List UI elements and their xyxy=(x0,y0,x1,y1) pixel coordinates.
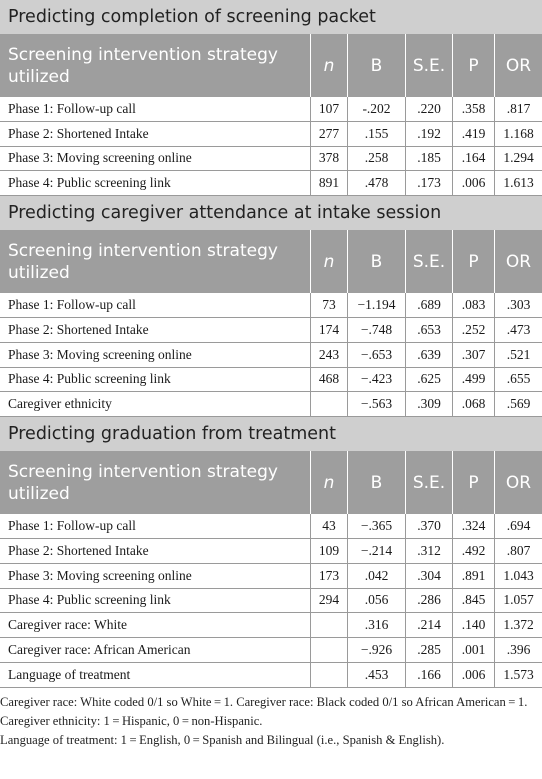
header-n: n xyxy=(310,34,347,97)
cell-b: .478 xyxy=(347,171,405,195)
cell-p: .358 xyxy=(452,97,494,121)
cell-se: .309 xyxy=(405,392,452,416)
table-row xyxy=(0,539,542,564)
cell-se: .166 xyxy=(405,663,452,687)
cell-se: .689 xyxy=(405,293,452,317)
cell-or: 1.168 xyxy=(494,122,542,146)
header-n: n xyxy=(310,451,347,514)
section-title: Predicting caregiver attendance at intake session xyxy=(0,196,542,230)
cell-p: .324 xyxy=(452,514,494,538)
cell-or: .521 xyxy=(494,343,542,367)
header-se: S.E. xyxy=(405,230,452,293)
cell-se: .625 xyxy=(405,368,452,392)
cell-strategy: Phase 3: Moving screening online xyxy=(8,150,192,166)
cell-b: .453 xyxy=(347,663,405,687)
cell-strategy: Phase 2: Shortened Intake xyxy=(8,321,149,337)
cell-n: 109 xyxy=(310,539,347,563)
cell-se: .192 xyxy=(405,122,452,146)
cell-p: .140 xyxy=(452,613,494,637)
cell-strategy: Caregiver ethnicity xyxy=(8,396,112,412)
cell-b: .316 xyxy=(347,613,405,637)
cell-or: 1.372 xyxy=(494,613,542,637)
cell-n xyxy=(310,638,347,662)
header-se: S.E. xyxy=(405,34,452,97)
table-row xyxy=(0,147,542,172)
section-title: Predicting completion of screening packet xyxy=(0,0,542,34)
cell-or: .473 xyxy=(494,318,542,342)
table-row xyxy=(0,343,542,368)
table-header xyxy=(0,451,542,514)
cell-p: .001 xyxy=(452,638,494,662)
cell-b: .155 xyxy=(347,122,405,146)
section-completion xyxy=(0,0,542,196)
cell-b: −.926 xyxy=(347,638,405,662)
cell-or: .655 xyxy=(494,368,542,392)
cell-se: .304 xyxy=(405,564,452,588)
cell-b: .042 xyxy=(347,564,405,588)
cell-se: .653 xyxy=(405,318,452,342)
cell-b: −.214 xyxy=(347,539,405,563)
cell-strategy: Phase 2: Shortened Intake xyxy=(8,542,149,558)
cell-se: .214 xyxy=(405,613,452,637)
footnote: Caregiver ethnicity: 1 = Hispanic, 0 = non-Hispanic. xyxy=(0,713,263,728)
cell-n: 277 xyxy=(310,122,347,146)
cell-n xyxy=(310,663,347,687)
cell-strategy: Caregiver race: African American xyxy=(8,642,191,658)
cell-b: .056 xyxy=(347,589,405,613)
header-b: B xyxy=(347,230,405,293)
table-row xyxy=(0,171,542,196)
cell-p: .006 xyxy=(452,171,494,195)
cell-or: 1.057 xyxy=(494,589,542,613)
cell-strategy: Phase 1: Follow-up call xyxy=(8,297,136,313)
table-row xyxy=(0,663,542,688)
table-row xyxy=(0,613,542,638)
table-row xyxy=(0,122,542,147)
section-title: Predicting graduation from treatment xyxy=(0,417,542,451)
header-n: n xyxy=(310,230,347,293)
table-header xyxy=(0,230,542,293)
header-p: P xyxy=(452,451,494,514)
cell-p: .891 xyxy=(452,564,494,588)
table-row xyxy=(0,392,542,417)
cell-se: .286 xyxy=(405,589,452,613)
cell-n: 173 xyxy=(310,564,347,588)
cell-strategy: Language of treatment xyxy=(8,666,131,682)
header-or: OR xyxy=(494,34,542,97)
cell-or: .694 xyxy=(494,514,542,538)
header-or: OR xyxy=(494,451,542,514)
cell-strategy: Phase 1: Follow-up call xyxy=(8,518,136,534)
cell-or: 1.613 xyxy=(494,171,542,195)
cell-or: .807 xyxy=(494,539,542,563)
table-row xyxy=(0,638,542,663)
table-row xyxy=(0,589,542,614)
cell-p: .083 xyxy=(452,293,494,317)
cell-p: .492 xyxy=(452,539,494,563)
cell-n: 174 xyxy=(310,318,347,342)
cell-n: 378 xyxy=(310,147,347,171)
cell-strategy: Caregiver race: White xyxy=(8,617,127,633)
cell-se: .639 xyxy=(405,343,452,367)
cell-se: .370 xyxy=(405,514,452,538)
cell-strategy: Phase 3: Moving screening online xyxy=(8,346,192,362)
cell-p: .252 xyxy=(452,318,494,342)
cell-p: .006 xyxy=(452,663,494,687)
cell-or: 1.573 xyxy=(494,663,542,687)
cell-strategy: Phase 4: Public screening link xyxy=(8,175,171,191)
header-strategy: Screening intervention strategy utilized xyxy=(8,461,278,504)
cell-n: 891 xyxy=(310,171,347,195)
cell-p: .307 xyxy=(452,343,494,367)
header-p: P xyxy=(452,230,494,293)
cell-n: 107 xyxy=(310,97,347,121)
header-b: B xyxy=(347,451,405,514)
cell-b: −.423 xyxy=(347,368,405,392)
cell-se: .312 xyxy=(405,539,452,563)
table-row xyxy=(0,564,542,589)
cell-b: .258 xyxy=(347,147,405,171)
cell-strategy: Phase 1: Follow-up call xyxy=(8,100,136,116)
cell-n xyxy=(310,392,347,416)
section-attendance xyxy=(0,196,542,417)
table-header xyxy=(0,34,542,97)
header-or: OR xyxy=(494,230,542,293)
cell-strategy: Phase 2: Shortened Intake xyxy=(8,125,149,141)
table-footnotes xyxy=(0,688,542,750)
footnote: Language of treatment: 1 = English, 0 = Spanish and Bilingual (i.e., Spanish & English). xyxy=(0,732,445,747)
cell-or: 1.294 xyxy=(494,147,542,171)
cell-strategy: Phase 4: Public screening link xyxy=(8,371,171,387)
cell-p: .845 xyxy=(452,589,494,613)
cell-n: 73 xyxy=(310,293,347,317)
table-row xyxy=(0,97,542,122)
header-b: B xyxy=(347,34,405,97)
cell-strategy: Phase 4: Public screening link xyxy=(8,592,171,608)
cell-p: .068 xyxy=(452,392,494,416)
section-graduation xyxy=(0,417,542,688)
cell-b: −1.194 xyxy=(347,293,405,317)
cell-b: −.653 xyxy=(347,343,405,367)
cell-p: .164 xyxy=(452,147,494,171)
table-row xyxy=(0,514,542,539)
cell-n: 43 xyxy=(310,514,347,538)
cell-n: 243 xyxy=(310,343,347,367)
cell-or: .569 xyxy=(494,392,542,416)
header-strategy: Screening intervention strategy utilized xyxy=(8,240,278,283)
cell-strategy: Phase 3: Moving screening online xyxy=(8,567,192,583)
header-se: S.E. xyxy=(405,451,452,514)
cell-or: .303 xyxy=(494,293,542,317)
cell-n: 468 xyxy=(310,368,347,392)
cell-n: 294 xyxy=(310,589,347,613)
cell-b: −.563 xyxy=(347,392,405,416)
table-row xyxy=(0,293,542,318)
cell-se: .185 xyxy=(405,147,452,171)
cell-or: 1.043 xyxy=(494,564,542,588)
cell-b: -.202 xyxy=(347,97,405,121)
footnote: Caregiver race: White coded 0/1 so White = 1. Caregiver race: Black coded 0/1 so African American = 1. xyxy=(0,694,528,709)
header-strategy: Screening intervention strategy utilized xyxy=(8,44,278,87)
header-p: P xyxy=(452,34,494,97)
cell-or: .396 xyxy=(494,638,542,662)
cell-n xyxy=(310,613,347,637)
table-row xyxy=(0,318,542,343)
cell-se: .220 xyxy=(405,97,452,121)
cell-p: .499 xyxy=(452,368,494,392)
cell-se: .285 xyxy=(405,638,452,662)
cell-se: .173 xyxy=(405,171,452,195)
cell-or: .817 xyxy=(494,97,542,121)
cell-b: −.748 xyxy=(347,318,405,342)
table-row xyxy=(0,368,542,393)
cell-b: −.365 xyxy=(347,514,405,538)
cell-p: .419 xyxy=(452,122,494,146)
